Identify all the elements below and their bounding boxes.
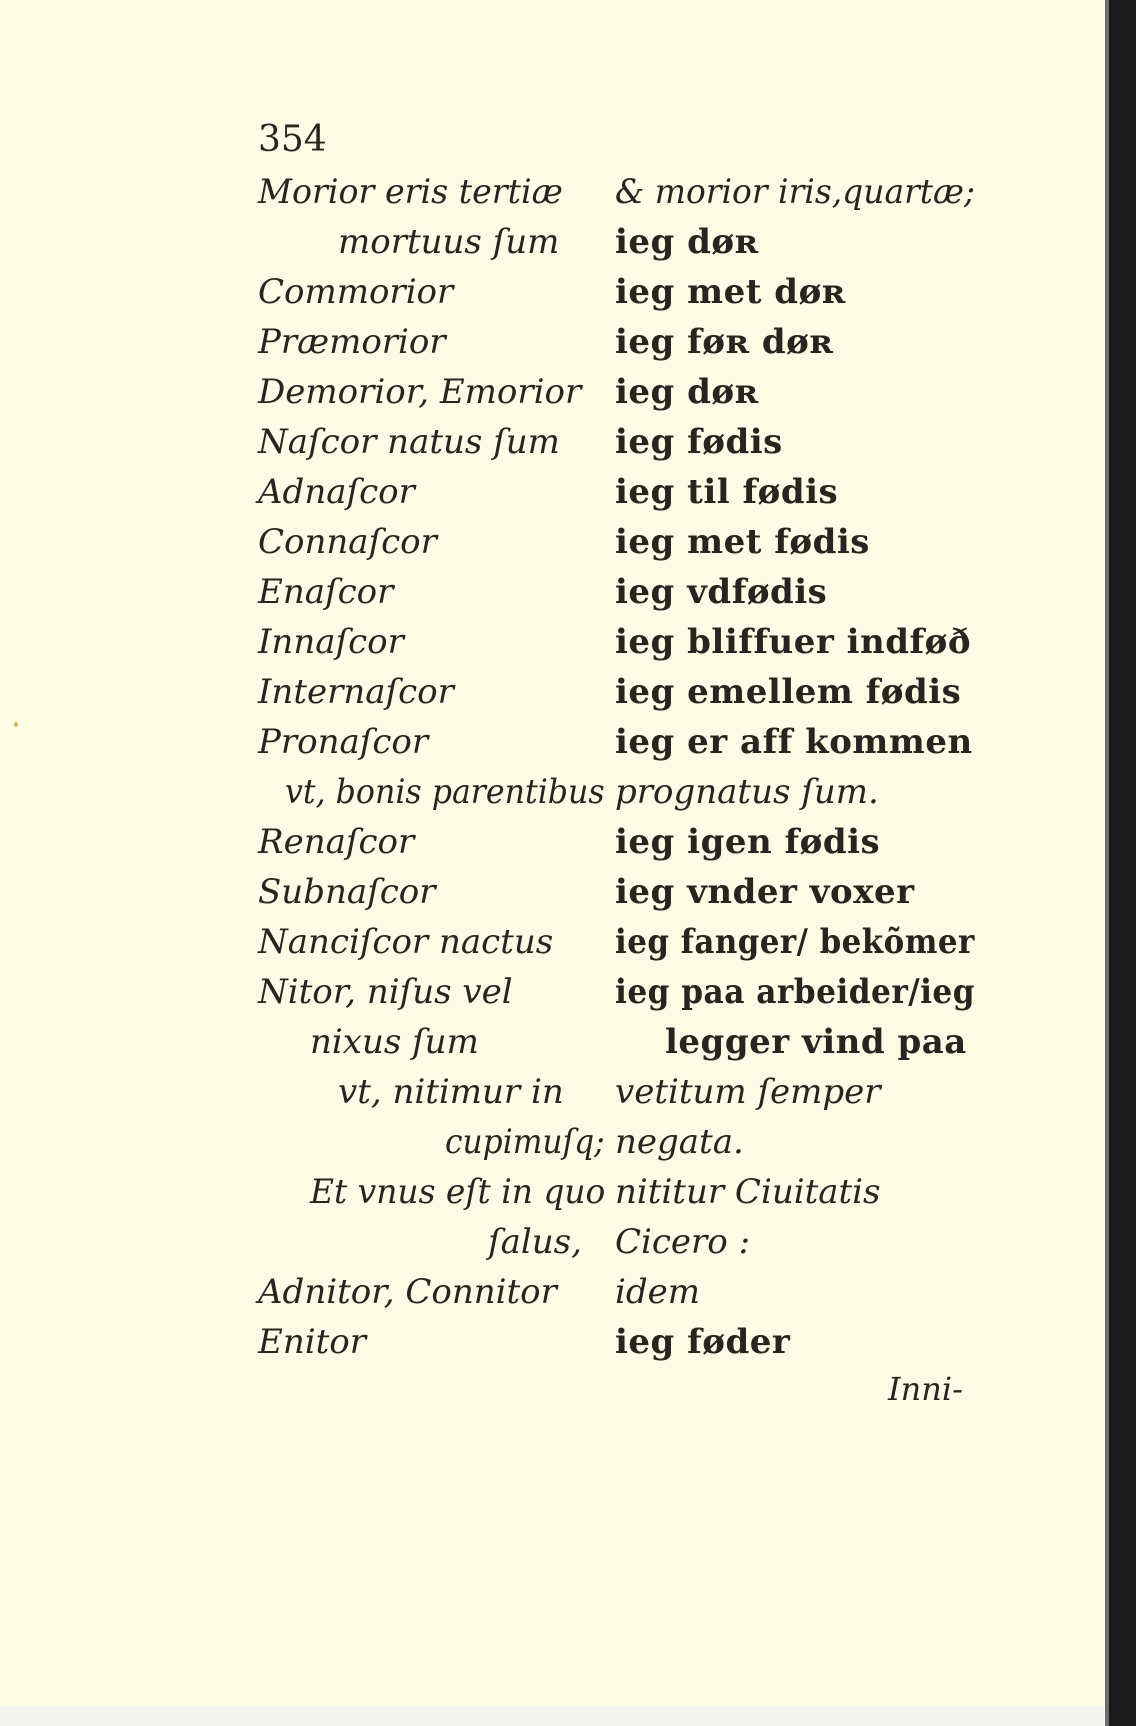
- danish-entry: ieg bliffuer indføð: [615, 622, 972, 662]
- danish-entry: ieg fanger/ bekõmer: [615, 922, 975, 962]
- right-entry: & morior iris,quartæ;: [615, 172, 976, 212]
- danish-entry: ieg met fødis: [615, 522, 870, 562]
- latin-entry: Adnitor, Connitor: [258, 1272, 557, 1312]
- latin-entry: vt, nitimur in: [338, 1072, 564, 1112]
- latin-entry: Enitor: [258, 1322, 366, 1362]
- danish-entry: ieg emellem fødis: [615, 672, 962, 712]
- right-entry: negata.: [615, 1122, 744, 1162]
- right-entry: vetitum ſemper: [615, 1072, 881, 1112]
- danish-entry: ieg vnder voxer: [615, 872, 915, 912]
- latin-entry: Nitor, niſus vel: [258, 972, 513, 1012]
- latin-entry: Et vnus eſt in quo: [310, 1172, 606, 1212]
- latin-entry: Commorior: [258, 272, 454, 312]
- latin-entry: ſalus,: [488, 1222, 582, 1262]
- latin-entry: Renaſcor: [258, 822, 415, 862]
- right-entry: Cicero :: [615, 1222, 751, 1262]
- latin-entry: Naſcor natus ſum: [258, 422, 560, 462]
- latin-entry: Enaſcor: [258, 572, 394, 612]
- latin-entry: Connaſcor: [258, 522, 437, 562]
- danish-entry: ieg til fødis: [615, 472, 839, 512]
- danish-entry: ieg føder: [615, 1322, 791, 1362]
- danish-entry: ieg igen fødis: [615, 822, 881, 862]
- right-entry: prognatus ſum.: [615, 772, 879, 812]
- danish-entry: ieg døʀ: [615, 372, 759, 412]
- danish-entry: ieg vdfødis: [615, 572, 828, 612]
- danish-entry: ieg døʀ: [615, 222, 759, 262]
- danish-entry: ieg føʀ døʀ: [615, 322, 834, 362]
- paper-speck: [14, 722, 18, 727]
- danish-entry: ieg paa arbeider/ieg: [615, 972, 975, 1012]
- latin-entry: Morior eris tertiæ: [258, 172, 563, 212]
- right-entry: nititur Ciuitatis: [615, 1172, 881, 1212]
- danish-entry: ieg met døʀ: [615, 272, 846, 312]
- latin-entry: Nanciſcor nactus: [258, 922, 554, 962]
- right-entry: idem: [615, 1272, 700, 1312]
- page-edge: [1105, 0, 1109, 1726]
- latin-entry: cupimuſq;: [445, 1122, 605, 1162]
- danish-entry: legger vind paa: [665, 1022, 967, 1062]
- scan-border-right: [1105, 0, 1136, 1726]
- scan-border-bottom: [0, 1706, 1105, 1726]
- danish-entry: ieg er aff kommen: [615, 722, 973, 762]
- catchword: Inni-: [888, 1370, 963, 1408]
- latin-entry: Innaſcor: [258, 622, 404, 662]
- latin-entry: Pronaſcor: [258, 722, 429, 762]
- latin-entry: vt, bonis parentibus: [285, 772, 605, 812]
- page-number: 354: [258, 119, 327, 160]
- danish-entry: ieg fødis: [615, 422, 783, 462]
- latin-entry: Adnaſcor: [258, 472, 415, 512]
- latin-entry: Subnaſcor: [258, 872, 436, 912]
- latin-entry: Demorior, Emorior: [258, 372, 582, 412]
- latin-entry: Præmorior: [258, 322, 446, 362]
- latin-entry: Internaſcor: [258, 672, 454, 712]
- latin-entry: nixus ſum: [310, 1022, 479, 1062]
- latin-entry: mortuus ſum: [338, 222, 560, 262]
